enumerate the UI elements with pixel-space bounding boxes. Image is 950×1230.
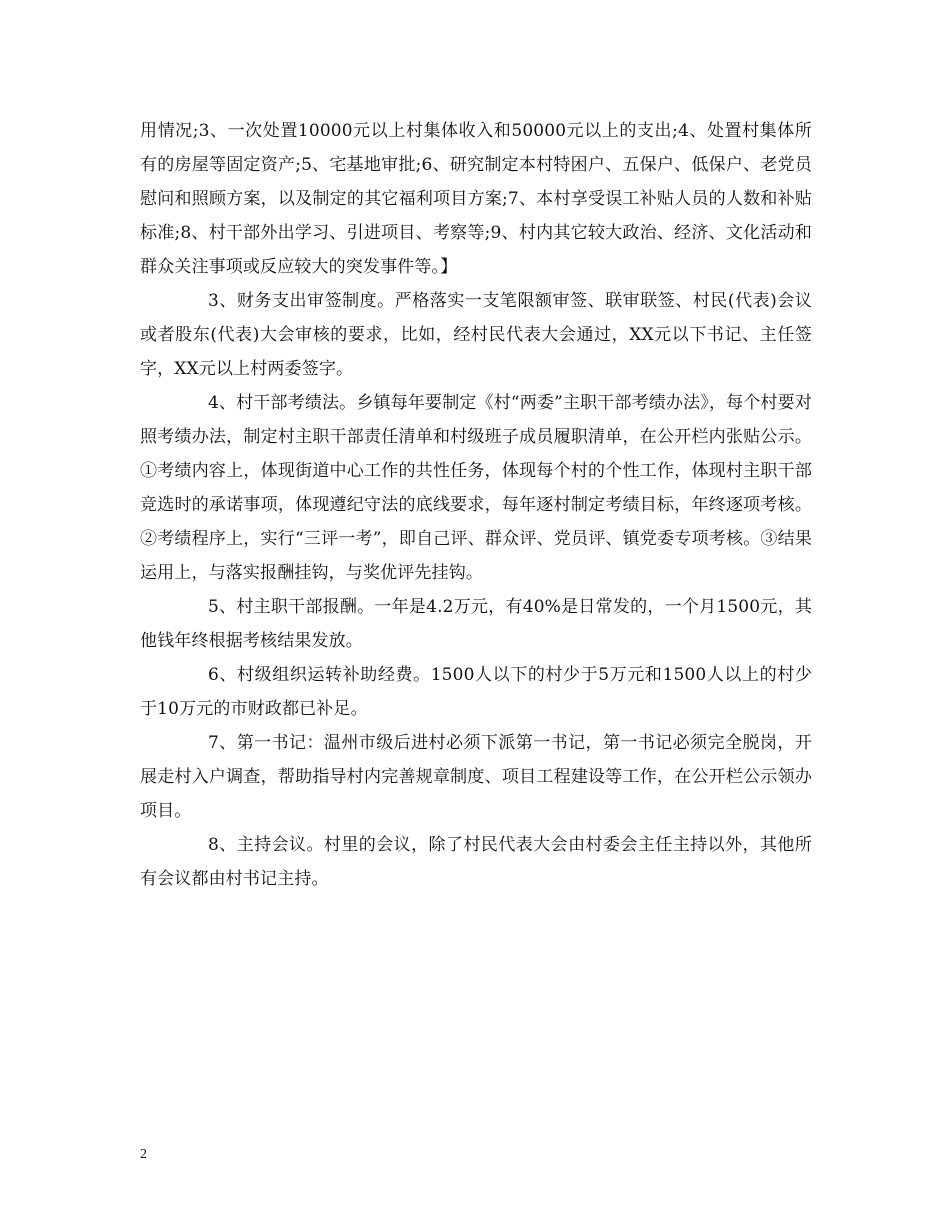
document-body	[140, 114, 812, 896]
paragraph-meeting-host: 8、主持会议。村里的会议，除了村民代表大会由村委会主任主持以外，其他所有会议都由村书记主持。	[140, 835, 812, 889]
paragraph-financial-approval: 3、财务支出审签制度。严格落实一支笔限额审签、联审联签、村民(代表)会议或者股东(代表)大会审核的要求，比如，经村民代表大会通过，XX元以下书记、主任签字，XX元以上村两委签字。	[140, 291, 812, 379]
paragraph-cadre-assessment: 4、村干部考绩法。乡镇每年要制定《村“两委”主职干部考绩办法》，每个村要对照考绩办法，制定村主职干部责任清单和村级班子成员履职清单，在公开栏内张贴公示。①考绩内容上，体现街道中心工作的共性任务，体现每个村的个性工作，体现村主职干部竞选时的承诺事项，体现遵纪守法的底线要求，每年逐村制定考绩目标，年终逐项考核。②考绩程序上，实行“三评一考”，即自己评、群众评、党员评、镇党委专项考核。③结果运用上，与落实报酬挂钩，与奖优评先挂钩。	[140, 393, 812, 583]
page-number: 2	[140, 1147, 147, 1162]
paragraph-operating-funds: 6、村级组织运转补助经费。1500人以下的村少于5万元和1500人以上的村少于10万元的市财政都已补足。	[140, 665, 812, 719]
paragraph-cadre-salary: 5、村主职干部报酬。一年是4.2万元，有40%是日常发的，一个月1500元，其他钱年终根据考核结果发放。	[140, 597, 812, 651]
paragraph-first-secretary: 7、第一书记：温州市级后进村必须下派第一书记，第一书记必须完全脱岗，开展走村入户调查，帮助指导村内完善规章制度、项目工程建设等工作，在公开栏公示领办项目。	[140, 733, 812, 821]
paragraph-continuation: 用情况;3、一次处置10000元以上村集体收入和50000元以上的支出;4、处置村集体所有的房屋等固定资产;5、宅基地审批;6、研究制定本村特困户、五保户、低保户、老党员慰问和照顾方案，以及制定的其它福利项目方案;7、本村享受误工补贴人员的人数和补贴标准;8、村干部外出学习、引进项目、考察等;9、村内其它较大政治、经济、文化活动和群众关注事项或反应较大的突发事件等。】	[140, 121, 812, 277]
